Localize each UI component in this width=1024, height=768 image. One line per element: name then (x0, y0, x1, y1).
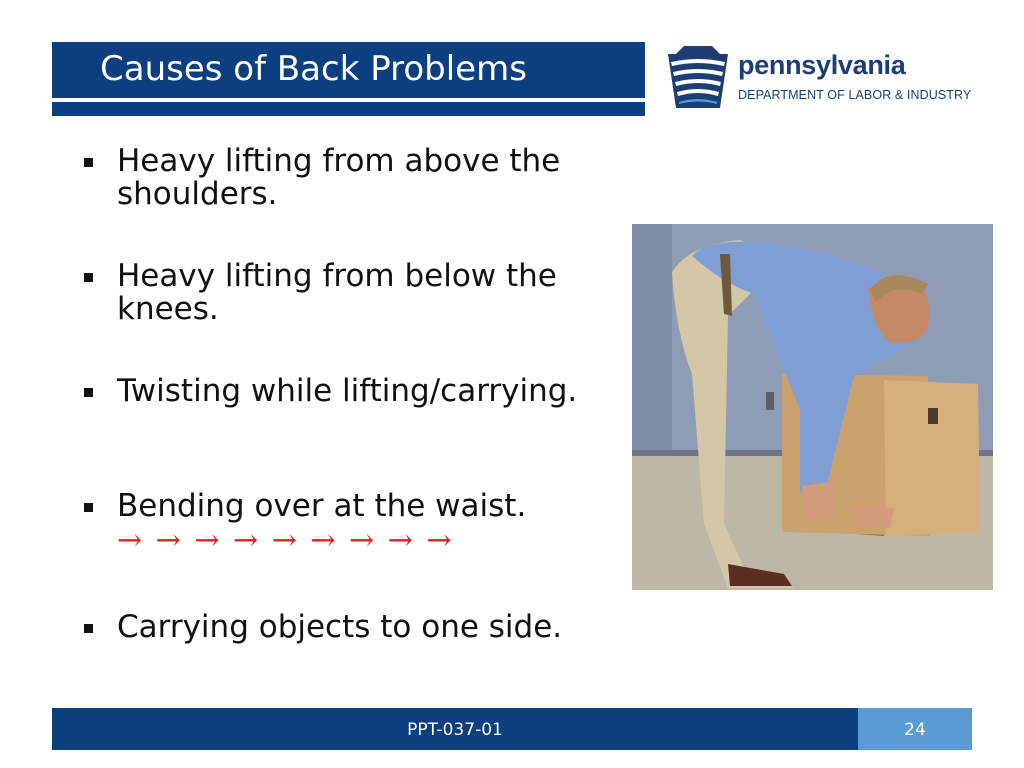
pa-labor-logo (666, 42, 986, 112)
bullet-text: Heavy lifting from below the knees. (117, 258, 557, 327)
page-number: 24 (904, 720, 926, 740)
arrow-row-icon: → → → → → → → → → (117, 523, 454, 558)
slide-title: Causes of Back Problems (100, 49, 527, 89)
bullet-item (80, 145, 600, 211)
footer-code: PPT-037-01 (407, 720, 503, 740)
title-underline-bar (52, 102, 645, 116)
square-bullet-icon (84, 624, 93, 633)
keystone-icon (666, 46, 730, 108)
square-bullet-icon (84, 388, 93, 397)
square-bullet-icon (84, 158, 93, 167)
bullet-text: Bending over at the waist. (117, 488, 527, 524)
bullet-text: Twisting while lifting/carrying. (117, 373, 578, 409)
bullet-text: Heavy lifting from above the shoulders. (117, 143, 561, 212)
person-bending-lifting-box-photo (632, 224, 993, 590)
bullet-item (80, 260, 600, 326)
square-bullet-icon (84, 503, 93, 512)
page-number-box (858, 708, 972, 750)
bullet-item (80, 490, 526, 559)
footer-bar (52, 708, 858, 750)
slide-title-bar (52, 42, 645, 98)
bullet-item (80, 375, 577, 408)
logo-subtitle: DEPARTMENT OF LABOR & INDUSTRY (738, 88, 972, 102)
logo-name: pennsylvania (738, 50, 906, 80)
bullet-text: Carrying objects to one side. (117, 609, 563, 645)
square-bullet-icon (84, 273, 93, 282)
bullet-item (80, 611, 562, 644)
